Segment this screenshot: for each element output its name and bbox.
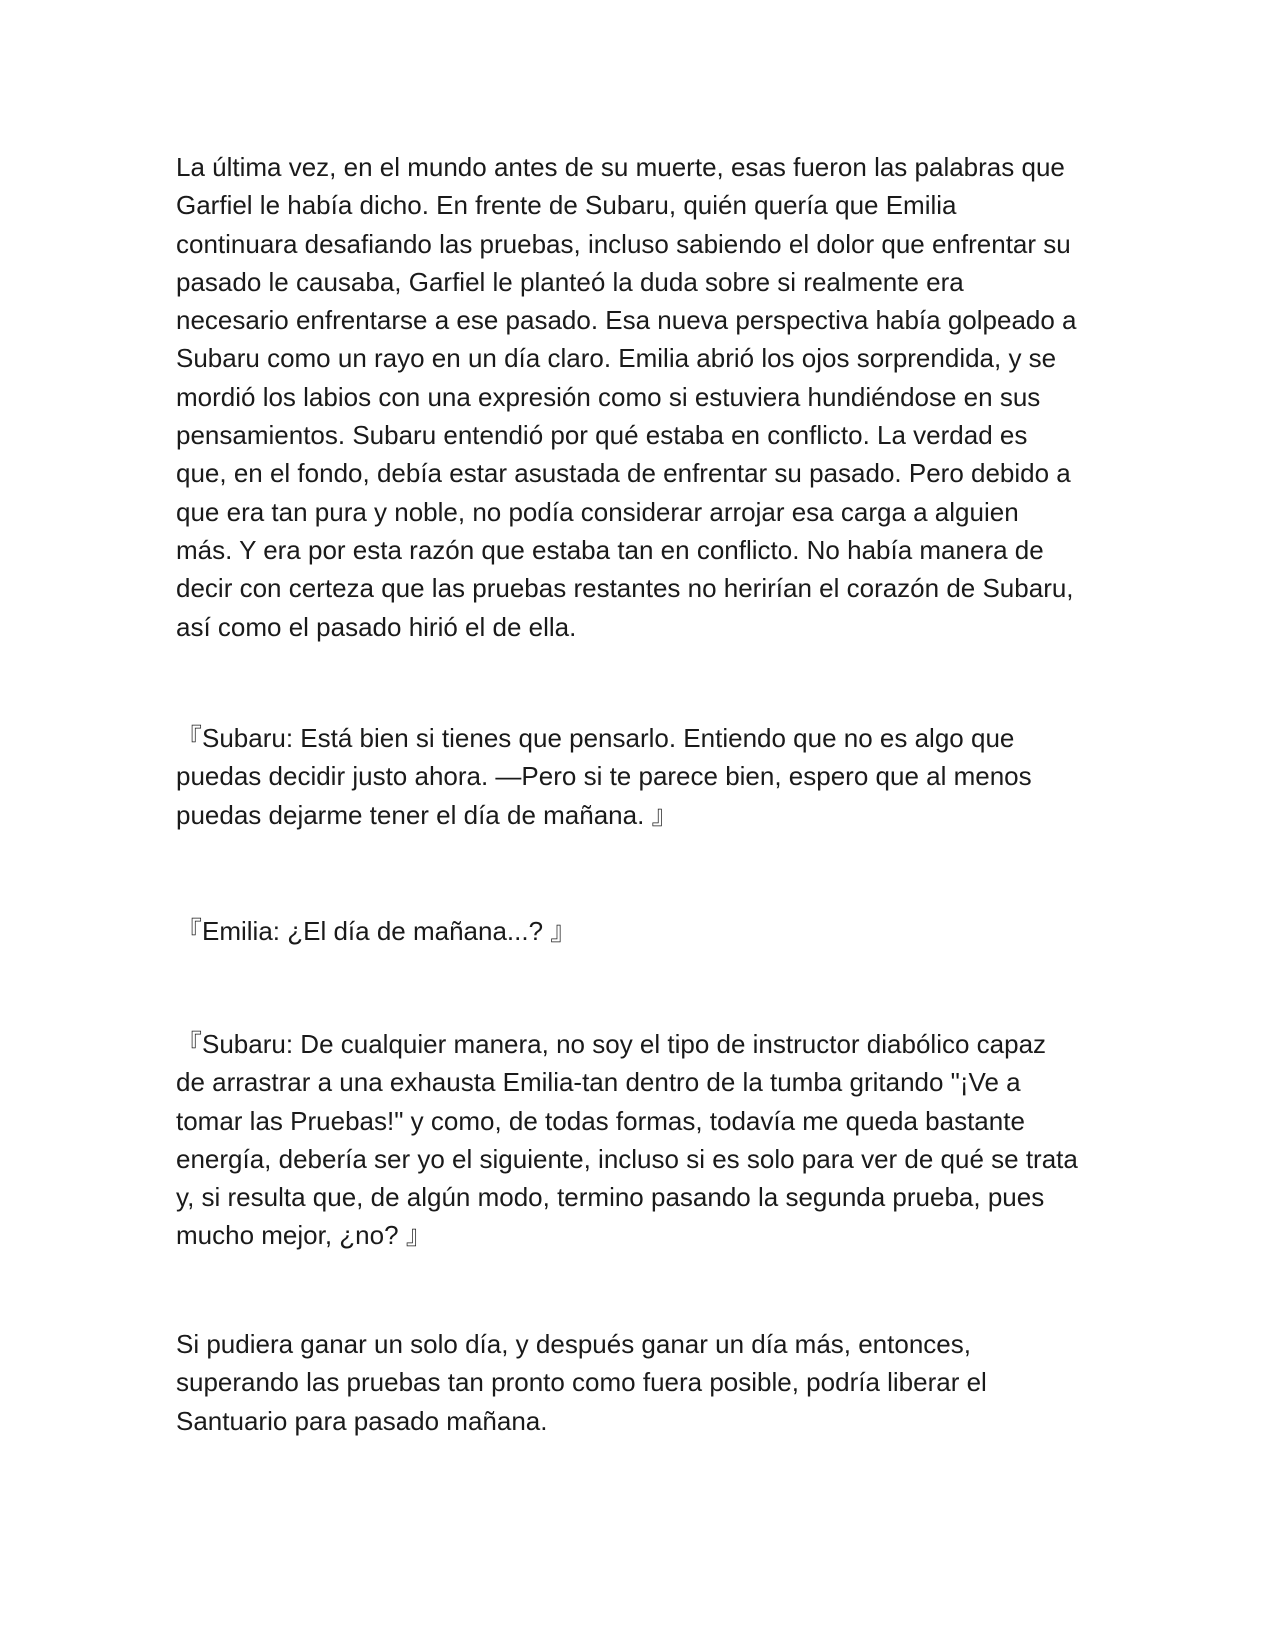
narration-paragraph: La última vez, en el mundo antes de su muerte, esas fueron las palabras que Garfiel le había dicho. En frente de Subaru, quién quería que Emilia continuara desafiando las pruebas, incluso sabiendo el dolor que enfrentar su pasado le causaba, Garfiel le planteó la duda sobre si realmente era necesario enfrentarse a ese pasado. Esa nueva perspectiva había golpeado a Subaru como un rayo en un día claro. Emilia abrió los ojos sorprendida, y se mordió los labios con una expresión como si estuviera hundiéndose en sus pensamientos. Subaru entendió por qué estaba en conflicto. La verdad es que, en el fondo, debía estar asustada de enfrentar su pasado. Pero debido a que era tan pura y noble, no podía considerar arrojar esa carga a alguien más. Y era por esta razón que estaba tan en conflicto. No había manera de decir con certeza que las pruebas restantes no herirían el corazón de Subaru, así como el pasado hirió el de ella.: [176, 152, 1077, 642]
dialogue-subaru-paragraph: 『Subaru: Está bien si tienes que pensarlo. Entiendo que no es algo que puedas decidir justo ahora. —Pero si te parece bien, espero que al menos puedas dejarme tener el día de mañana. 』: [176, 723, 1032, 830]
dialogue-subaru-paragraph: 『Subaru: De cualquier manera, no soy el tipo de instructor diabólico capaz de arrastrar a una exhausta Emilia-tan dentro de la tumba gritando "¡Ve a tomar las Pruebas!" y como, de todas formas, todavía me queda bastante energía, debería ser yo el siguiente, incluso si es solo para ver de qué se trata y, si resulta que, de algún modo, termino pasando la segunda prueba, pues mucho mejor, ¿no? 』: [176, 1029, 1078, 1251]
dialogue-emilia-paragraph: 『Emilia: ¿El día de mañana...? 』: [176, 916, 577, 946]
narration-paragraph: Si pudiera ganar un solo día, y después ganar un día más, entonces, superando las pruebas tan pronto como fuera posible, podría liberar el Santuario para pasado mañana.: [176, 1329, 987, 1436]
